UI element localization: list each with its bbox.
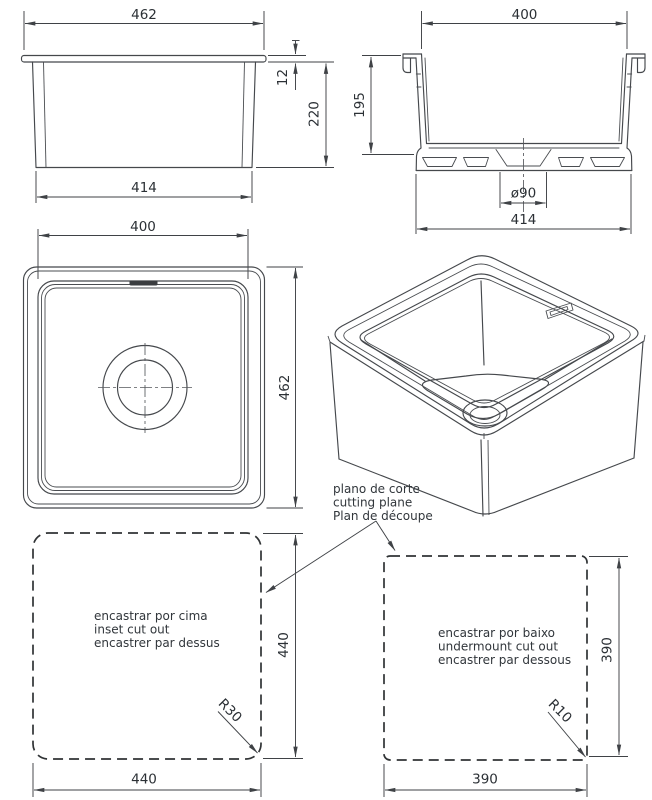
radius-callout-undermount [545, 696, 586, 757]
dim-front-height [256, 64, 334, 168]
undermount-cutout-label-fr: encastrer par dessous [438, 653, 572, 667]
section-profile [403, 54, 645, 171]
foot-window [559, 158, 584, 167]
dim-value-front-height: 220 [306, 101, 323, 127]
sink-rim-front [22, 56, 267, 63]
isometric-view [328, 256, 645, 516]
inset-cutout-label-en: inset cut out [94, 622, 170, 637]
inset-cutout-label-pt: encastrar por cima [94, 609, 208, 623]
dim-plan-width [38, 219, 248, 279]
base-flare-left [416, 148, 421, 171]
iso-rim-outer [335, 256, 638, 428]
dim-value-undermount-height: 390 [599, 637, 616, 663]
overflow-slot [130, 281, 158, 286]
dim-value-inset-height: 440 [276, 632, 292, 658]
cutting-plane-label-pt: plano de corte [333, 482, 420, 496]
radius-callout-inset [215, 696, 258, 753]
base-flare-right [627, 148, 632, 171]
cross-section-view [352, 7, 645, 234]
iso-bowl-opening-outer [360, 274, 614, 408]
dim-section-depth [352, 56, 414, 155]
dim-front-top-width [24, 7, 264, 50]
inset-cutout-label-fr: encastrer par dessus [94, 636, 220, 650]
rim-hook-left [403, 54, 411, 73]
undermount-cutout-view [384, 556, 628, 797]
dim-value-undermount-width: 390 [472, 771, 498, 788]
wall-inner-line [44, 62, 47, 168]
iso-drain-inner [470, 407, 500, 424]
dim-inset-width [33, 763, 261, 797]
dim-plan-height [267, 267, 304, 508]
cutting-plane-callout [266, 482, 433, 593]
foot-window [591, 158, 625, 167]
dim-value-section-drain: ø90 [510, 185, 537, 202]
leader-to-undermount-cutout [376, 521, 395, 551]
radius-value-inset: R30 [214, 695, 245, 726]
foot-window [464, 158, 489, 167]
iso-body-front-edge-2 [488, 440, 489, 515]
dim-value-inset-width: 440 [131, 771, 157, 788]
dim-value-front-bottom-width: 414 [131, 180, 157, 196]
rim-hook-right [638, 54, 646, 73]
front-elevation-view [22, 7, 335, 203]
sink-body-front [33, 62, 256, 168]
iso-rim-side [644, 335, 645, 341]
dim-section-top-width [422, 7, 628, 49]
dim-value-front-rim-height: 12 [275, 68, 291, 87]
dim-value-section-top-width: 400 [511, 7, 538, 23]
iso-body-front-edge [481, 440, 483, 516]
undermount-cutout-label-en: undermount cut out [438, 639, 559, 654]
dim-inset-height [263, 534, 303, 759]
dim-value-plan-height: 462 [277, 374, 293, 401]
iso-rim-side [328, 336, 330, 342]
dim-front-rim-height [268, 41, 334, 91]
foot-window [423, 158, 457, 167]
plan-view [24, 219, 304, 508]
iso-body-left-edge [330, 343, 339, 459]
radius-value-undermount: R10 [544, 696, 575, 727]
inset-cutout-view [33, 533, 303, 797]
cutting-plane-label-fr: Plan de découpe [333, 509, 433, 523]
iso-rim-underside [330, 341, 644, 435]
dim-value-plan-width: 400 [130, 219, 156, 235]
undermount-cutout-label-pt: encastrar por baixo [438, 626, 556, 640]
leader-to-inset-cutout [266, 521, 376, 593]
dim-undermount-width [384, 764, 587, 797]
dim-front-bottom-width [36, 171, 252, 203]
dim-value-section-bottom-width: 414 [510, 212, 537, 228]
wall-inner-line [242, 62, 245, 168]
dim-section-drain [500, 172, 547, 208]
dim-value-front-top-width: 462 [131, 7, 157, 23]
iso-body-right-edge [634, 342, 643, 458]
cutting-plane-label-en: cutting plane [333, 495, 413, 510]
iso-back-corner-edge [481, 281, 484, 365]
dim-value-section-depth: 195 [352, 92, 368, 118]
iso-rim-edge [344, 264, 631, 420]
dim-undermount-height [589, 557, 628, 757]
